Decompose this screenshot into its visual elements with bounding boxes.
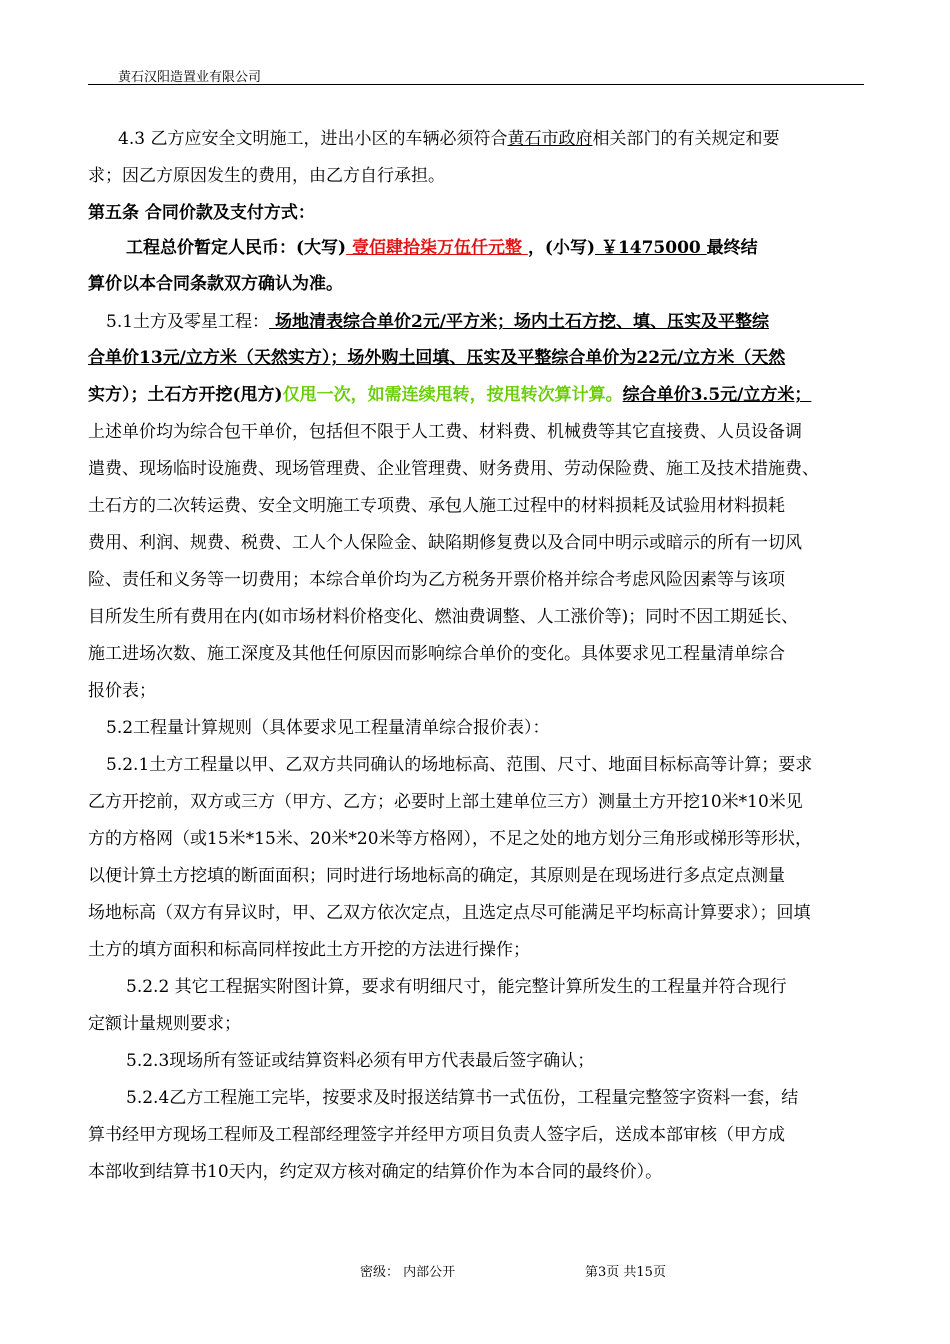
body-line: 遣费、现场临时设施费、现场管理费、企业管理费、财务费用、劳动保险费、施工及技术措施费、 [88, 459, 819, 479]
body-line: 定额计量规则要求； [88, 1014, 241, 1034]
body-line: 目所发生所有费用在内(如市场材料价格变化、燃油费调整、人工涨价等)；同时不因工期延长、 [88, 607, 799, 627]
body-line: 本部收到结算书10天内，约定双方核对确定的结算价作为本合同的最终价）。 [88, 1162, 663, 1182]
body-line: 费用、利润、规费、税费、工人个人保险金、缺陷期修复费以及合同中明示或暗示的所有一切风 [88, 533, 802, 553]
unit-price-text: 场地清表综合单价2元/平方米；场内土石方挖、填、压实及平整综 [269, 312, 770, 332]
body-line: 5.2.1土方工程量以甲、乙双方共同确认的场地标高、范围、尺寸、地面目标标高等计算；要求 [106, 755, 813, 775]
text-segment: ，(小写) [527, 238, 596, 258]
text-segment: 5.1土方及零星工程： [106, 312, 270, 332]
text-segment-underlined: 黄石市政府 [507, 129, 593, 149]
body-line: 方的方格网（或15米*15米、20米*20米等方格网），不足之处的地方划分三角形或梯形等形状， [88, 829, 813, 849]
text-segment: 4.3 乙方应安全文明施工，进出小区的车辆必须符合 [118, 129, 508, 149]
text-segment: 工程总价暂定人民币：(大写) [126, 238, 347, 258]
body-line: 土石方的二次转运费、安全文明施工专项费、承包人施工过程中的材料损耗及试验用材料损耗 [88, 496, 785, 516]
body-line: 土方的填方面积和标高同样按此土方开挖的方法进行操作； [88, 940, 530, 960]
body-line: 险、责任和义务等一切费用；本综合单价均为乙方税务开票价格并综合考虑风险因素等与该项 [88, 570, 785, 590]
body-line: 乙方开挖前，双方或三方（甲方、乙方；必要时上部土建单位三方）测量土方开挖10米*10米见 [88, 792, 803, 812]
total-price-line1 [126, 236, 906, 260]
body-line: 以便计算土方挖填的断面面积；同时进行场地标高的确定，其原则是在现场进行多点定点测量 [88, 866, 785, 886]
body-line: 报价表； [88, 681, 156, 701]
article-5-title: 第五条 合同价款及支付方式： [88, 203, 315, 223]
text-segment: 实方）；土石方开挖(甩方) [88, 385, 283, 405]
text-segment-underlined: 综合单价3.5元/立方米； [622, 385, 812, 405]
highlighted-note: 仅甩一次，如需连续甩转，按甩转次算计算。 [282, 385, 623, 405]
s523-line: 5.2.3现场所有签证或结算资料必须有甲方代表最后签字确认； [126, 1051, 595, 1071]
security-classification: 密级： 内部公开 [360, 1265, 456, 1280]
text-segment: 最终结 [706, 238, 758, 258]
s51-line1 [106, 310, 886, 334]
body-line: 5.2.4乙方工程施工完毕，按要求及时报送结算书一式伍份，工程量完整签字资料一套，结 [126, 1088, 799, 1108]
body-line: 5.2.2 其它工程据实附图计算，要求有明细尺寸，能完整计算所发生的工程量并符合现行 [126, 977, 787, 997]
amount-in-words: 壹佰肆拾柒万伍仟元整 [346, 238, 528, 258]
body-line: 上述单价均为综合包干单价，包括但不限于人工费、材料费、机械费等其它直接费、人员设备调 [88, 422, 802, 442]
page-number: 第3页 共15页 [585, 1265, 666, 1280]
body-line: 施工进场次数、施工深度及其他任何原因而影响综合单价的变化。具体要求见工程量清单综合 [88, 644, 785, 664]
total-price-line2: 算价以本合同条款双方确认为准。 [88, 274, 343, 294]
s51-line3 [88, 383, 868, 407]
amount-in-figures: ￥1475000 [595, 238, 707, 258]
text-segment: 相关部门的有关规定和要 [592, 129, 780, 149]
para-4-3-line2: 求；因乙方原因发生的费用，由乙方自行承担。 [88, 166, 445, 186]
para-4-3-line1 [118, 127, 898, 151]
body-line: 场地标高（双方有异议时，甲、乙双方依次定点，且选定点尽可能满足平均标高计算要求）；回填 [88, 903, 811, 923]
company-name: 黄石汉阳造置业有限公司 [118, 70, 262, 85]
header-divider [88, 84, 864, 85]
s51-line2: 合单价13元/立方米（天然实方）；场外购土回填、压实及平整综合单价为22元/立方米（天然 [88, 348, 786, 368]
body-line: 算书经甲方现场工程师及工程部经理签字并经甲方项目负责人签字后，送成本部审核（甲方成 [88, 1125, 785, 1145]
s52-title: 5.2工程量计算规则（具体要求见工程量清单综合报价表）： [106, 718, 550, 738]
